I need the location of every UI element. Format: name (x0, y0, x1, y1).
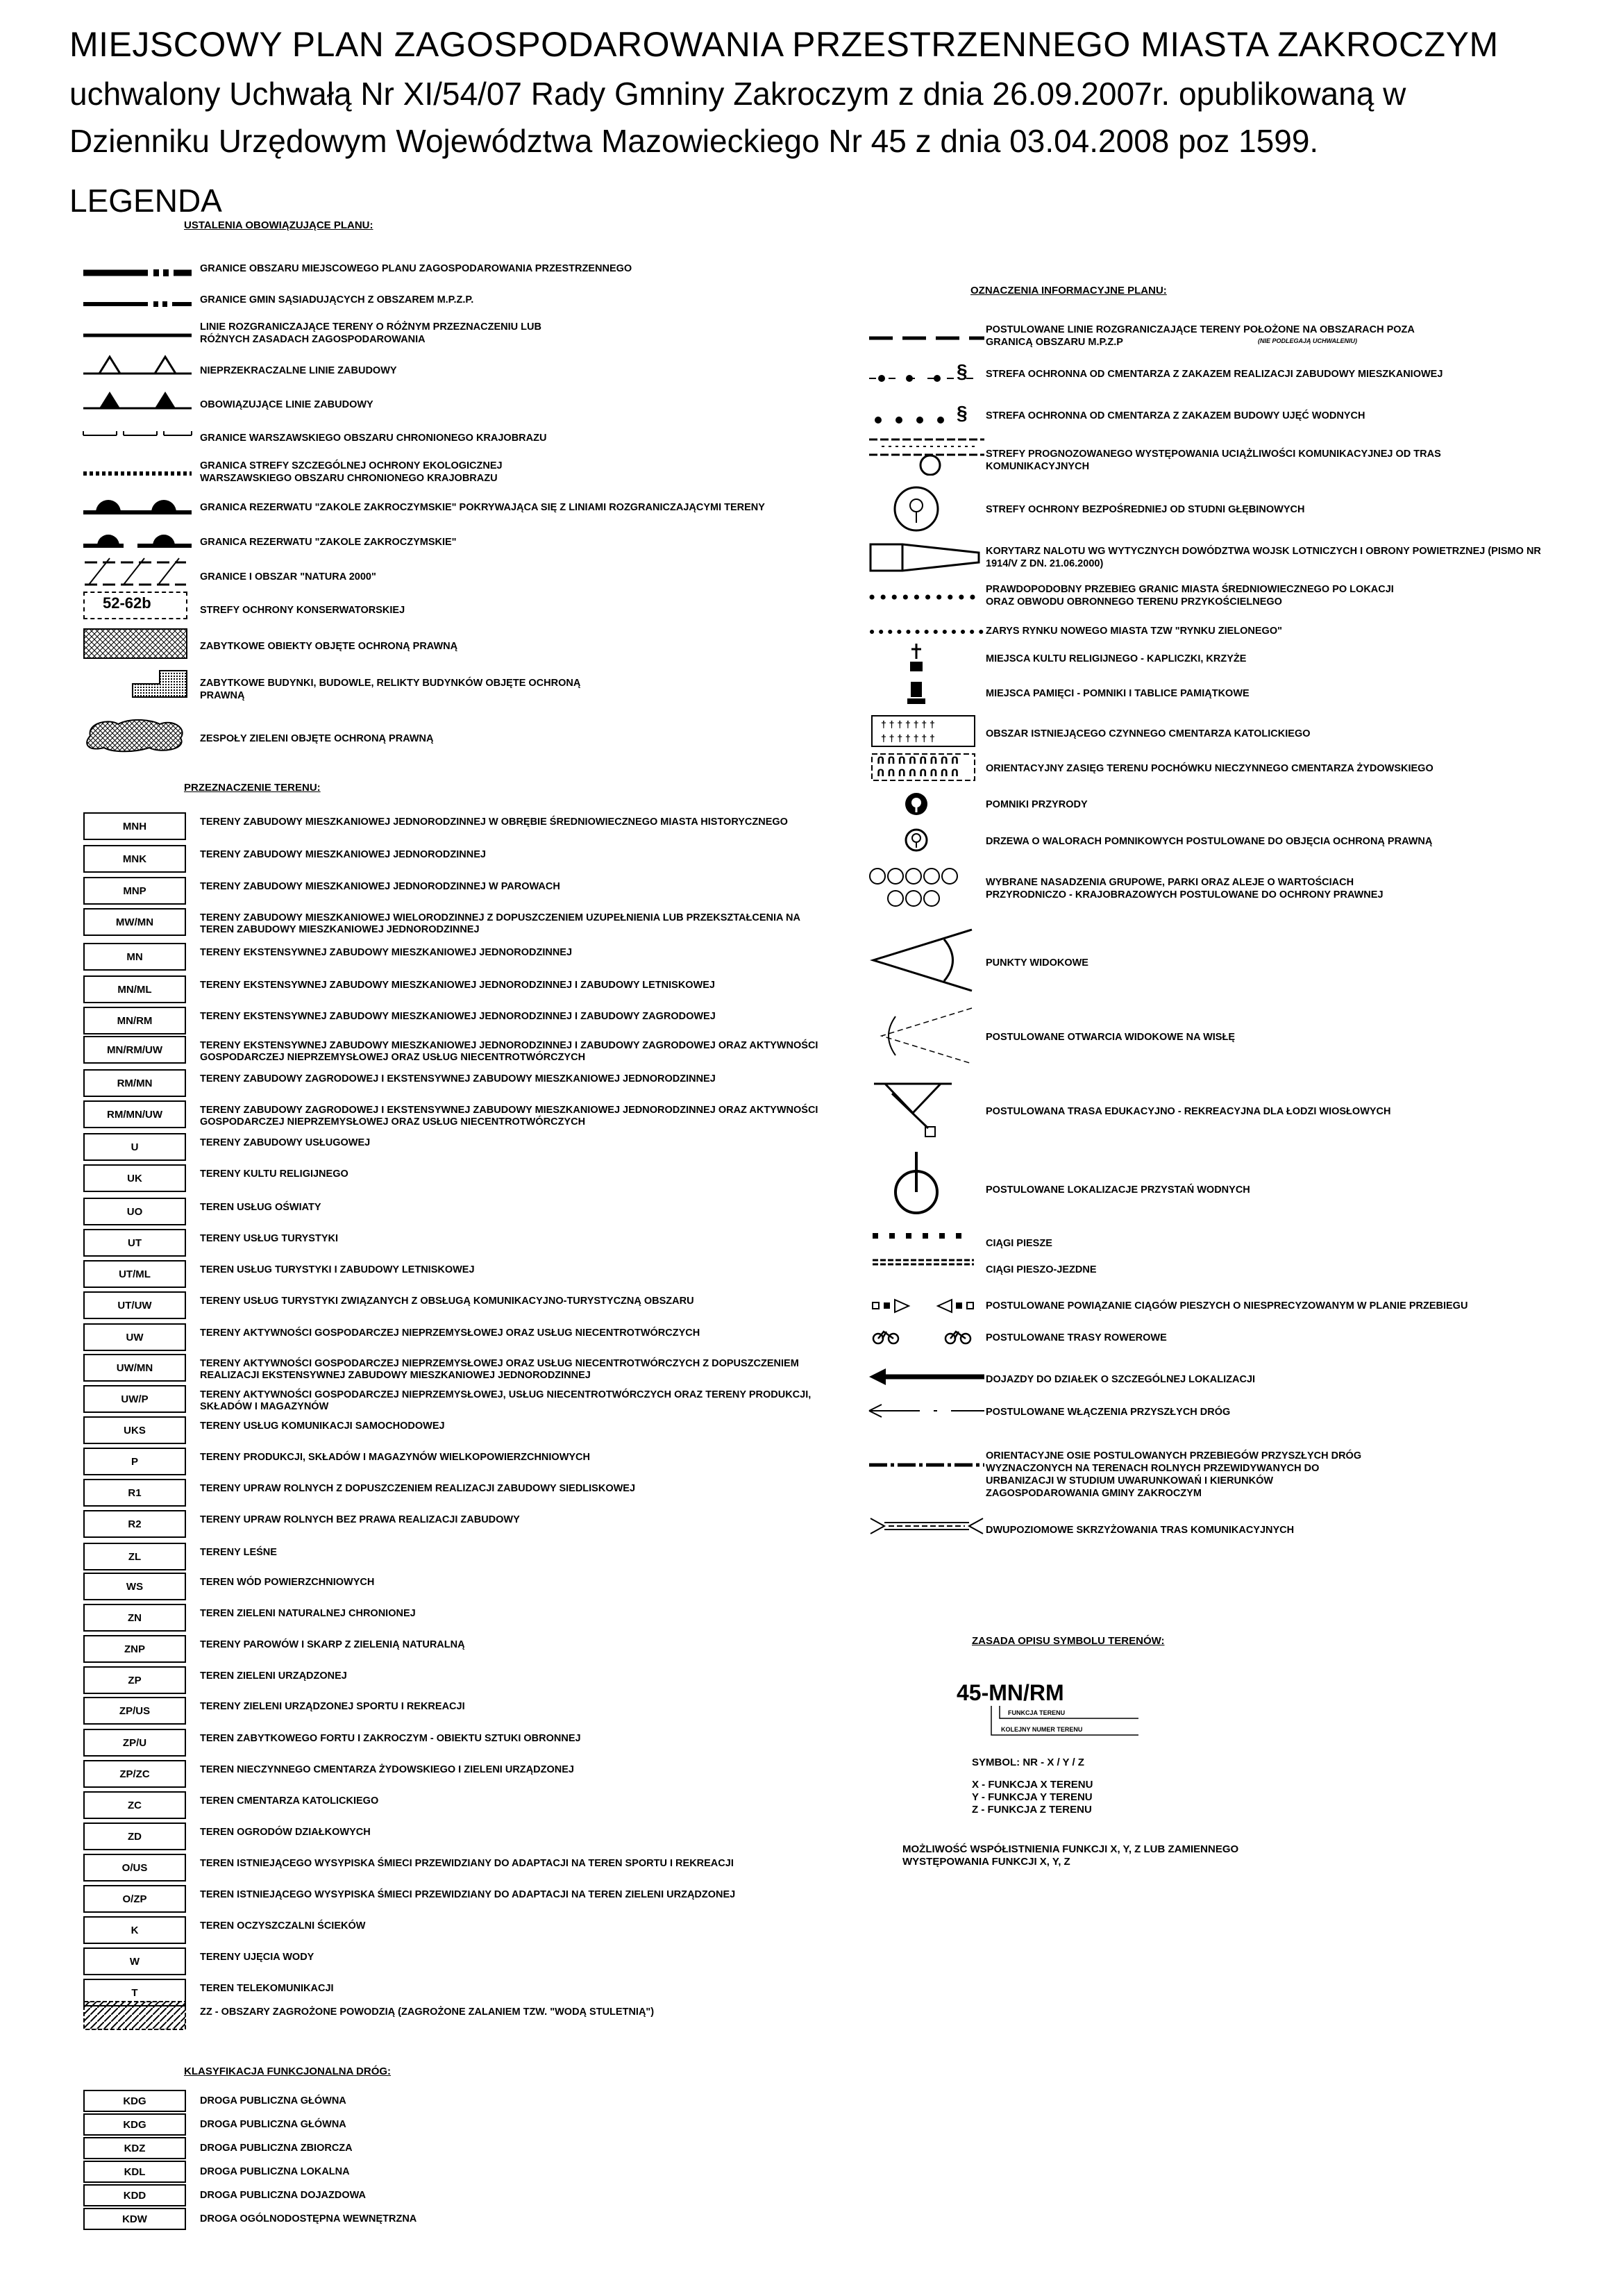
road-class-label: DROGA PUBLICZNA GŁÓWNA (200, 2119, 346, 2130)
land-use-label: TERENY ZIELENI URZĄDZONEJ SPORTU I REKREACJI (200, 1701, 465, 1712)
natura-2000-symbol (82, 555, 193, 587)
land-use-code: MNH (83, 812, 186, 840)
kolejny-label: KOLEJNY NUMER TERENU (1001, 1726, 1083, 1733)
section-heading-ustalenia: USTALENIA OBOWIĄZUJĄCE PLANU: (184, 219, 373, 231)
land-use-label: TERENY AKTYWNOŚCI GOSPODARCZEJ NIEPRZEMYSŁOWEJ ORAZ USŁUG NIECENTROTWÓRCZYCH (200, 1327, 700, 1339)
jewish-cemetery-symbol (871, 753, 975, 781)
page-subtitle-1: uchwalony Uchwałą Nr XI/54/07 Rady Gmniny Zakroczym z dnia 26.09.2007r. opublikowaną w (69, 76, 1406, 112)
legend-label: ZARYS RYNKU NOWEGO MIASTA TZW "RYNKU ZIELONEGO" (986, 626, 1282, 637)
legend-label: GRANICE GMIN SĄSIADUJĄCYCH Z OBSZAREM M.P.Z.P. (200, 294, 474, 305)
municipality-boundary-symbol (82, 294, 193, 315)
marina-symbol (892, 1149, 941, 1218)
legend-label: ZABYTKOWE BUDYNKI, BUDOWLE, RELIKTY BUDYNKÓW OBJĘTE OCHRONĄ PRAWNĄ (200, 678, 581, 701)
plot-access-arrow-icon (868, 1366, 986, 1387)
land-use-label: TERENY EKSTENSYWNEJ ZABUDOWY MIESZKANIOWEJ JEDNORODZINNEJ I ZABUDOWY ZAGRODOWEJ ORAZ AKTYWNOŚCI GOSPODARCZEJ NIEPRZEMYSŁOWEJ ORAZ USŁUG NIECENTROTWÓRCZYCH (200, 1040, 818, 1063)
pedestrian-vehicle-path-symbol (871, 1255, 975, 1269)
pedestrian-link-symbol (871, 1297, 982, 1315)
land-use-label: TERENY USŁUG KOMUNIKACJI SAMOCHODOWEJ (200, 1421, 445, 1432)
legend-label: GRANICE OBSZARU MIEJSCOWEGO PLANU ZAGOSPODAROWANIA PRZESTRZENNEGO (200, 263, 632, 274)
land-use-code: ZP/US (83, 1697, 186, 1725)
legend-label: MIEJSCA PAMIĘCI - POMNIKI I TABLICE PAMIĄTKOWE (986, 688, 1250, 699)
view-opening-symbol (868, 1001, 979, 1071)
road-class-label: DROGA PUBLICZNA ZBIORCZA (200, 2143, 353, 2154)
reserve-boundary-symbol (82, 526, 193, 551)
flight-corridor-symbol (868, 542, 986, 573)
land-use-label: TERENY ZABUDOWY MIESZKANIOWEJ WIELORODZINNEJ Z DOPUSZCZENIEM UZUPEŁNIENIA LUB PRZEKSZTAŁCENIA NA TEREN ZABUDOWY MIESZKANIOWEJ JEDNORODZINNEJ (200, 912, 800, 935)
land-use-label: TERENY ZABUDOWY ZAGRODOWEJ I EKSTENSYWNEJ ZABUDOWY MIESZKANIOWEJ JEDNORODZINNEJ ORAZ AKTYWNOŚCI GOSPODARCZEJ NIEPRZEMYSŁOWEJ ORAZ USŁUG NIECENTROTWÓRCZYCH (200, 1105, 818, 1128)
land-use-label: TERENY ZABUDOWY MIESZKANIOWEJ JEDNORODZINNEJ (200, 849, 486, 860)
land-use-label: TEREN CMENTARZA KATOLICKIEGO (200, 1795, 379, 1807)
medieval-town-boundary-symbol (868, 590, 986, 604)
road-class-code: KDG (83, 2090, 186, 2112)
svg-text:§: § (957, 360, 968, 382)
legend-label: POSTULOWANE LOKALIZACJE PRZYSTAŃ WODNYCH (986, 1184, 1250, 1196)
page-subtitle-2: Dzienniku Urzędowym Województwa Mazowieckiego Nr 45 z dnia 03.04.2008 poz 1599. (69, 123, 1319, 159)
road-class-label: DROGA PUBLICZNA DOJAZDOWA (200, 2190, 366, 2201)
land-use-code: UT/ML (83, 1260, 186, 1288)
market-outline-symbol (868, 625, 986, 639)
land-use-code: U (83, 1133, 186, 1161)
legend-label: MIEJSCA KULTU RELIGIJNEGO - KAPLICZKI, KRZYŻE (986, 653, 1247, 664)
legend-label: CIĄGI PIESZO-JEZDNE (986, 1264, 1097, 1275)
road-class-code: KDW (83, 2208, 186, 2230)
nature-monument-icon (904, 791, 929, 816)
land-use-code: MN/RM (83, 1007, 186, 1034)
protected-building-symbol (132, 670, 187, 698)
grade-separated-junction-symbol (868, 1517, 986, 1535)
land-use-label: TEREN OGRODÓW DZIAŁKOWYCH (200, 1827, 371, 1838)
cemetery-zone-water-symbol (868, 396, 986, 427)
cemetery-zone-housing-symbol (868, 354, 986, 385)
legend-label: KORYTARZ NALOTU WG WYTYCZNYCH DOWÓDZTWA WOJSK LOTNICZYCH I OBRONY POWIETRZNEJ (PISMO NR 1914/V Z DN. 21.06.2000) (986, 546, 1541, 569)
land-use-label: TERENY LEŚNE (200, 1547, 277, 1558)
land-use-code: R1 (83, 1479, 186, 1507)
land-use-code: MW/MN (83, 908, 186, 936)
legend-label: STREFY OCHRONY BEZPOŚREDNIEJ OD STUDNI GŁĘBINOWYCH (986, 504, 1305, 515)
road-class-code: KDL (83, 2161, 186, 2183)
traffic-nuisance-zone-symbol (868, 434, 986, 476)
legend-label: STREFA OCHRONNA OD CMENTARZA Z ZAKAZEM REALIZACJI ZABUDOWY MIESZKANIOWEJ (986, 369, 1443, 380)
land-use-label: TEREN ISTNIEJĄCEGO WYSYPISKA ŚMIECI PRZEWIDZIANY DO ADAPTACJI NA TEREN SPORTU I REKREACJI (200, 1858, 734, 1869)
land-use-label: TEREN ZABYTKOWEGO FORTU I ZAKROCZYM - OBIEKTU SZTUKI OBRONNEJ (200, 1733, 581, 1744)
flood-zone-label: ZZ - OBSZARY ZAGROŻONE POWODZIĄ (ZAGROŻONE ZALANIEM TZW. "WODĄ STULETNIĄ") (200, 2006, 655, 2018)
land-use-label: TEREN USŁUG OŚWIATY (200, 1202, 321, 1213)
land-use-label: TERENY EKSTENSYWNEJ ZABUDOWY MIESZKANIOWEJ JEDNORODZINNEJ I ZABUDOWY ZAGRODOWEJ (200, 1011, 716, 1022)
land-use-code: K (83, 1916, 186, 1944)
legend-label: POMNIKI PRZYRODY (986, 799, 1088, 810)
legend-label: ZABYTKOWE OBIEKTY OBJĘTE OCHRONĄ PRAWNĄ (200, 641, 458, 652)
legend-label: LINIE ROZGRANICZAJĄCE TERENY O RÓŻNYM PRZEZNACZENIU LUB RÓŻNYCH ZASADACH ZAGOSPODAROWANIA (200, 321, 541, 345)
land-use-label: TERENY EKSTENSYWNEJ ZABUDOWY MIESZKANIOWEJ JEDNORODZINNEJ (200, 947, 573, 958)
legend-label: STREFY OCHRONY KONSERWATORSKIEJ (200, 605, 405, 616)
legend-label: CIĄGI PIESZE (986, 1238, 1052, 1249)
land-use-code: P (83, 1448, 186, 1475)
legend-label: POSTULOWANE WŁĄCZENIA PRZYSZŁYCH DRÓG (986, 1407, 1231, 1418)
legend-label: WYBRANE NASADZENIA GRUPOWE, PARKI ORAZ ALEJE O WARTOŚCIACH PRZYRODNICZO - KRAJOBRAZOWYCH POSTULOWANE DO OCHRONY PRAWNEJ (986, 877, 1384, 900)
legend-label: OBSZAR ISTNIEJĄCEGO CZYNNEGO CMENTARZA KATOLICKIEGO (986, 728, 1311, 739)
svg-text:§: § (957, 402, 968, 424)
land-use-label: TERENY UPRAW ROLNYCH BEZ PRAWA REALIZACJI ZABUDOWY (200, 1514, 520, 1525)
legend-label: POSTULOWANE OTWARCIA WIDOKOWE NA WISŁĘ (986, 1032, 1235, 1043)
legend-label: GRANICE I OBSZAR "NATURA 2000" (200, 571, 376, 583)
land-use-code: ZNP (83, 1635, 186, 1663)
land-use-label: TEREN ZIELENI NATURALNEJ CHRONIONEJ (200, 1608, 416, 1619)
legend-label: DOJAZDY DO DZIAŁEK O SZCZEGÓLNEJ LOKALIZACJI (986, 1374, 1256, 1385)
land-use-label: TERENY ZABUDOWY USŁUGOWEJ (200, 1137, 371, 1148)
land-use-label: TERENY PRODUKCJI, SKŁADÓW I MAGAZYNÓW WIELKOPOWIERZCHNIOWYCH (200, 1452, 591, 1463)
svg-text:ᑎ ᑎ ᑎ ᑎ ᑎ ᑎ ᑎ ᑎ: ᑎ ᑎ ᑎ ᑎ ᑎ ᑎ ᑎ ᑎ (877, 755, 959, 766)
land-use-code: RM/MN/UW (83, 1100, 186, 1128)
land-use-code: MNK (83, 845, 186, 873)
land-use-label: TERENY UJĘCIA WODY (200, 1952, 314, 1963)
reserve-boundary-demarcation-symbol (82, 493, 193, 518)
conservation-zone-symbol (83, 592, 187, 619)
group-plantings-symbol (868, 866, 972, 911)
legend-label: PUNKTY WIDOKOWE (986, 957, 1088, 969)
land-use-label: TERENY ZABUDOWY MIESZKANIOWEJ JEDNORODZINNEJ W OBRĘBIE ŚREDNIOWIECZNEGO MIASTA HISTORYCZNEGO (200, 816, 788, 828)
conservation-zone-label: 52-62b (100, 594, 154, 612)
road-class-code: KDZ (83, 2137, 186, 2159)
land-use-label: TERENY ZABUDOWY ZAGRODOWEJ I EKSTENSYWNEJ ZABUDOWY MIESZKANIOWEJ JEDNORODZINNEJ (200, 1073, 716, 1084)
land-use-label: TEREN OCZYSZCZALNI ŚCIEKÓW (200, 1920, 366, 1932)
legend-label: DWUPOZIOMOWE SKRZYŻOWANIA TRAS KOMUNIKACYJNYCH (986, 1525, 1295, 1536)
legend-label: POSTULOWANE LINIE ROZGRANICZAJĄCE TERENY POŁOŻONE NA OBSZARACH POZA GRANICĄ OBSZARU M.P.Z.P (986, 324, 1415, 348)
land-use-code: ZN (83, 1604, 186, 1632)
future-road-axis-symbol (868, 1458, 986, 1472)
land-use-code: UKS (83, 1416, 186, 1444)
function-note: MOŻLIWOŚĆ WSPÓŁISTNIENIA FUNKCJI X, Y, Z LUB ZAMIENNEGO WYSTĘPOWANIA FUNKCJI X, Y, Z (902, 1843, 1239, 1868)
land-use-label: TERENY USŁUG TURYSTYKI ZWIĄZANYCH Z OBSŁUGĄ KOMUNIKACYJNO-TURYSTYCZNĄ OBSZARU (200, 1296, 694, 1307)
section-heading-przeznaczenie: PRZEZNACZENIE TERENU: (184, 782, 321, 794)
land-use-label: TERENY KULTU RELIGIJNEGO (200, 1168, 348, 1180)
land-use-label: TERENY ZABUDOWY MIESZKANIOWEJ JEDNORODZINNEJ W PAROWACH (200, 881, 560, 892)
land-use-label: TERENY AKTYWNOŚCI GOSPODARCZEJ NIEPRZEMYSŁOWEJ ORAZ USŁUG NIECENTROTWÓRCZYCH Z DOPUSZCZENIEM REALIZACJI EKSTENSYWNEJ ZABUDOWY MIESZKANIOWEJ JEDNORODZINNEJ (200, 1358, 799, 1381)
protected-landscape-boundary-symbol (82, 427, 193, 444)
symbol-formula: SYMBOL: NR - X / Y / Z (972, 1757, 1084, 1768)
land-use-label: TEREN WÓD POWIERZCHNIOWYCH (200, 1577, 375, 1588)
land-use-code: ZP/ZC (83, 1760, 186, 1788)
legend-label: DRZEWA O WALORACH POMNIKOWYCH POSTULOWANE DO OBJĘCIA OCHRONĄ PRAWNĄ (986, 836, 1433, 847)
postulated-demarcation-symbol (868, 330, 986, 346)
legend-label: PRAWDOPODOBNY PRZEBIEG GRANIC MIASTA ŚREDNIOWIECZNEGO PO LOKACJI ORAZ OBWODU OBRONNEGO TERENU PRZYKOŚCIELNEGO (986, 584, 1394, 607)
not-adopted-note: (NIE PODLEGAJĄ UCHWALENIU) (1258, 337, 1358, 344)
building-line-max-symbol (82, 353, 193, 378)
catholic-cemetery-symbol (871, 715, 975, 747)
land-use-code: O/ZP (83, 1885, 186, 1913)
land-use-label: TERENY USŁUG TURYSTYKI (200, 1233, 338, 1244)
land-use-code: ZP (83, 1666, 186, 1694)
land-use-code: MN/RM/UW (83, 1036, 186, 1064)
land-use-code: UT (83, 1229, 186, 1257)
legend-label: ORIENTACYJNE OSIE POSTULOWANYCH PRZEBIEGÓW PRZYSZŁYCH DRÓG WYZNACZONYCH NA TERENACH ROLNYCH PRZEWIDYWANYCH DO URBANIZACJI W STUDIUM UWARUNKOWAŃ I KIERUNKÓW ZAGOSPODAROWANIA GMINY ZAKROCZYM (986, 1450, 1362, 1499)
bicycle-route-icon (871, 1326, 975, 1347)
land-use-code: UO (83, 1198, 186, 1225)
land-use-code: UW/MN (83, 1354, 186, 1382)
land-use-code: ZL (83, 1543, 186, 1570)
monumental-tree-icon (904, 828, 929, 853)
legend-label: POSTULOWANE POWIĄZANIE CIĄGÓW PIESZYCH O NIESPRECYZOWANYM W PLANIE PRZEBIEGU (986, 1300, 1468, 1312)
legend-label: STREFA OCHRONNA OD CMENTARZA Z ZAKAZEM BUDOWY UJĘĆ WODNYCH (986, 410, 1365, 421)
legend-label: GRANICE WARSZAWSKIEGO OBSZARU CHRONIONEGO KRAJOBRAZU (200, 433, 547, 444)
symbol-x: X - FUNKCJA X TERENU (972, 1779, 1093, 1791)
legend-title: LEGENDA (69, 183, 222, 219)
funkcja-label: FUNKCJA TERENU (1008, 1709, 1066, 1716)
land-use-code: O/US (83, 1854, 186, 1882)
land-use-code: W (83, 1947, 186, 1975)
section-heading-drogi: KLASYFIKACJA FUNKCJONALNA DRÓG: (184, 2065, 392, 2077)
viewpoint-symbol (868, 927, 979, 996)
demarcation-line-symbol (82, 325, 193, 346)
land-use-code: WS (83, 1573, 186, 1600)
legend-label: ORIENTACYJNY ZASIĘG TERENU POCHÓWKU NIECZYNNEGO CMENTARZA ŻYDOWSKIEGO (986, 763, 1433, 774)
land-use-code: RM/MN (83, 1069, 186, 1097)
symbol-y: Y - FUNKCJA Y TERENU (972, 1791, 1093, 1803)
land-use-code: MN (83, 943, 186, 971)
symbol-z: Z - FUNKCJA Z TERENU (972, 1804, 1092, 1816)
legend-label: OBOWIĄZUJĄCE LINIE ZABUDOWY (200, 399, 373, 410)
plan-boundary-symbol (82, 262, 193, 283)
land-use-code: ZC (83, 1791, 186, 1819)
legend-label: NIEPRZEKRACZALNE LINIE ZABUDOWY (200, 365, 397, 376)
legend-label: GRANICA STREFY SZCZEGÓLNEJ OCHRONY EKOLOGICZNEJ WARSZAWSKIEGO OBSZARU CHRONIONEGO KRAJOBRAZU (200, 460, 503, 484)
building-line-mandatory-symbol (82, 387, 193, 412)
land-use-label: TEREN ZIELENI URZĄDZONEJ (200, 1670, 347, 1682)
land-use-code: ZD (83, 1822, 186, 1850)
road-class-label: DROGA PUBLICZNA GŁÓWNA (200, 2095, 346, 2106)
boat-route-symbol (871, 1080, 955, 1142)
well-protection-zone-symbol (892, 485, 941, 533)
land-use-code: ZP/U (83, 1729, 186, 1757)
road-class-code: KDD (83, 2184, 186, 2206)
svg-text:† † † † † † †: † † † † † † † (881, 719, 935, 730)
legend-label: GRANICA REZERWATU "ZAKOLE ZAKROCZYMSKIE" POKRYWAJĄCA SIĘ Z LINIAMI ROZGRANICZAJĄCYMI TERENY (200, 502, 765, 513)
land-use-label: TEREN NIECZYNNEGO CMENTARZA ŻYDOWSKIEGO I ZIELENI URZĄDZONEJ (200, 1764, 574, 1775)
land-use-code: MNP (83, 877, 186, 905)
section-heading-zasada: ZASADA OPISU SYMBOLU TERENÓW: (972, 1635, 1165, 1647)
protected-greenery-symbol (83, 719, 187, 753)
legend-label: GRANICA REZERWATU "ZAKOLE ZAKROCZYMSKIE" (200, 537, 457, 548)
land-use-code: UW (83, 1323, 186, 1351)
legend-label: ZESPOŁY ZIELENI OBJĘTE OCHRONĄ PRAWNĄ (200, 733, 434, 744)
land-use-label: TERENY UPRAW ROLNYCH Z DOPUSZCZENIEM REALIZACJI ZABUDOWY SIEDLISKOWEJ (200, 1483, 636, 1494)
land-use-code: R2 (83, 1510, 186, 1538)
flood-zone-symbol (83, 2001, 186, 2030)
page-title: MIEJSCOWY PLAN ZAGOSPODAROWANIA PRZESTRZENNEGO MIASTA ZAKROCZYM (69, 25, 1499, 64)
road-class-code: KDG (83, 2113, 186, 2136)
chapel-cross-icon (906, 642, 927, 673)
land-use-code: UK (83, 1164, 186, 1192)
section-heading-informacyjne: OZNACZENIA INFORMACYJNE PLANU: (970, 285, 1167, 296)
svg-text:† † † † † † †: † † † † † † † (881, 732, 935, 744)
legend-label: STREFY PROGNOZOWANEGO WYSTĘPOWANIA UCIĄŻLIWOŚCI KOMUNIKACYJNEJ OD TRAS KOMUNIKACYJNYCH (986, 449, 1441, 472)
land-use-label: TERENY PAROWÓW I SKARP Z ZIELENIĄ NATURALNĄ (200, 1639, 465, 1650)
protected-object-symbol (83, 628, 187, 659)
land-use-code: MN/ML (83, 975, 186, 1003)
future-road-connection-icon (868, 1402, 986, 1419)
road-class-label: DROGA PUBLICZNA LOKALNA (200, 2166, 350, 2177)
svg-text:ᑎ ᑎ ᑎ ᑎ ᑎ ᑎ ᑎ ᑎ: ᑎ ᑎ ᑎ ᑎ ᑎ ᑎ ᑎ ᑎ (877, 767, 959, 778)
monument-icon (906, 680, 927, 705)
land-use-label: TEREN USŁUG TURYSTYKI I ZABUDOWY LETNISKOWEJ (200, 1264, 475, 1275)
symbol-example: 45-MN/RM (957, 1680, 1064, 1705)
land-use-label: TERENY AKTYWNOŚCI GOSPODARCZEJ NIEPRZEMYSŁOWEJ, USŁUG NIECENTROTWÓRCZYCH ORAZ TERENY PRODUKCJI, SKŁADÓW I MAGAZYNÓW (200, 1389, 812, 1412)
land-use-code: T (83, 1979, 186, 2006)
road-class-label: DROGA OGÓLNODOSTĘPNA WEWNĘTRZNA (200, 2213, 417, 2224)
ecological-zone-boundary-symbol (82, 467, 193, 480)
legend-label: POSTULOWANA TRASA EDUKACYJNO - REKREACYJNA DLA ŁODZI WIOSŁOWYCH (986, 1106, 1391, 1117)
land-use-label: TEREN TELEKOMUNIKACJI (200, 1983, 334, 1994)
land-use-code: UT/UW (83, 1291, 186, 1319)
pedestrian-path-symbol (871, 1229, 975, 1243)
land-use-label: TEREN ISTNIEJĄCEGO WYSYPISKA ŚMIECI PRZEWIDZIANY DO ADAPTACJI NA TEREN ZIELENI URZĄDZONEJ (200, 1889, 736, 1900)
land-use-code: UW/P (83, 1385, 186, 1413)
land-use-label: TERENY EKSTENSYWNEJ ZABUDOWY MIESZKANIOWEJ JEDNORODZINNEJ I ZABUDOWY LETNISKOWEJ (200, 980, 715, 991)
legend-label: POSTULOWANE TRASY ROWEROWE (986, 1332, 1167, 1343)
